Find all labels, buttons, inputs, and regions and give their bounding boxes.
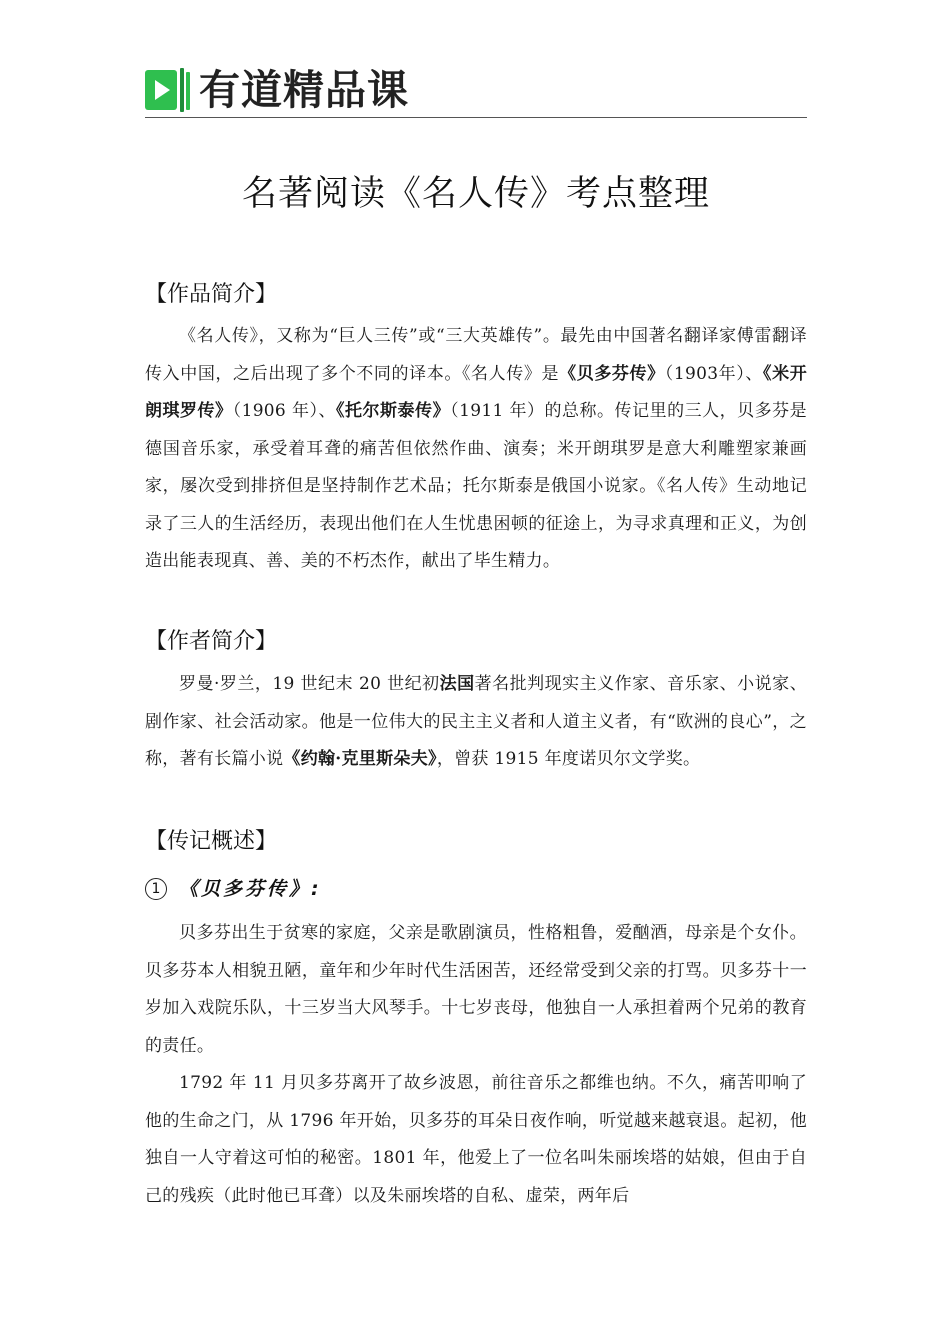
intro-paragraph bbox=[145, 318, 807, 581]
bio-item-title: 《贝多芬传》: bbox=[179, 878, 322, 900]
intro-text: （1906 年）、 bbox=[232, 401, 336, 421]
book-title: 《贝多芬传》 bbox=[559, 363, 665, 384]
play-icon bbox=[145, 66, 191, 114]
author-paragraph bbox=[145, 666, 807, 779]
book-title: 《米开朗琪罗传》 bbox=[145, 363, 808, 421]
brand-name: 有道精品课 bbox=[199, 66, 409, 114]
intro-text: （1911 年）的总称。传记里的三人，贝多芬是德国音乐家，承受着耳聋的痛苦但依然作曲、演奏；米开朗琪罗是意大利雕塑家兼画家，屡次受到排挤但是坚持制作艺术品；托尔斯泰是俄国小说家。《名人传》生动地记录了三人的生活经历，表现出他们在人生忧患困顿的征途上，为寻求真理和正义，为创造出能表现真、善、美的不朽杰作，献出了毕生精力。 bbox=[145, 401, 807, 571]
author-heading: 【作者简介】 bbox=[145, 629, 278, 654]
header-divider bbox=[145, 117, 807, 118]
bio-heading: 【传记概述】 bbox=[145, 829, 278, 854]
intro-text: 《名人传》，又称为“巨人三传”或“三大英雄传”。最先由中国著名翻译家傅雷翻译传入中国，之后出现了多个不同的译本。《名人传》是 bbox=[145, 326, 807, 384]
novel-title: 《约翰·克里斯朵夫》 bbox=[283, 749, 437, 769]
intro-heading: 【作品简介】 bbox=[145, 282, 278, 307]
author-text: 罗曼·罗兰，19 世纪末 20 世纪初 bbox=[179, 674, 440, 694]
author-country: 法国 bbox=[439, 674, 475, 694]
bio-item-heading bbox=[145, 874, 322, 904]
circled-number: 1 bbox=[145, 878, 167, 900]
book-title: 《托尔斯泰传》 bbox=[336, 401, 451, 421]
bio-paragraph: 贝多芬出生于贫寒的家庭，父亲是歌剧演员，性格粗鲁，爱酗酒，母亲是个女仆。贝多芬本人相貌丑陋，童年和少年时代生活困苦，还经常受到父亲的打骂。贝多芬十一岁加入戏院乐队，十三岁当大风琴手。十七岁丧母，他独自一人承担着两个兄弟的教育的责任。 bbox=[145, 923, 807, 1056]
author-text: ，曾获 1915 年度诺贝尔文学奖。 bbox=[436, 749, 701, 769]
author-text: 著名批判现实主义作家、音乐家、小说家、剧作家、社会活动家。他是一位伟大的民主主义者和人道主义者，有“欧洲的良心”，之称，著有长篇小说 bbox=[145, 674, 807, 769]
bio-paragraph: 1792 年 11 月贝多芬离开了故乡波恩，前往音乐之都维也纳。不久，痛苦叩响了他的生命之门，从 1796 年开始，贝多芬的耳朵日夜作响，听觉越来越衰退。起初，他独自一人守着这可怕的秘密。1801 年，他爱上了一位名叫朱丽埃塔的姑娘，但由于自己的残疾（此时他已耳聋）以及朱丽埃塔的自私、虚荣，两年后 bbox=[145, 1073, 807, 1206]
brand-header bbox=[145, 64, 409, 116]
intro-text: （1903年）、 bbox=[664, 363, 763, 384]
page-title: 名著阅读《名人传》考点整理 bbox=[241, 174, 710, 214]
document-page bbox=[145, 0, 807, 1344]
